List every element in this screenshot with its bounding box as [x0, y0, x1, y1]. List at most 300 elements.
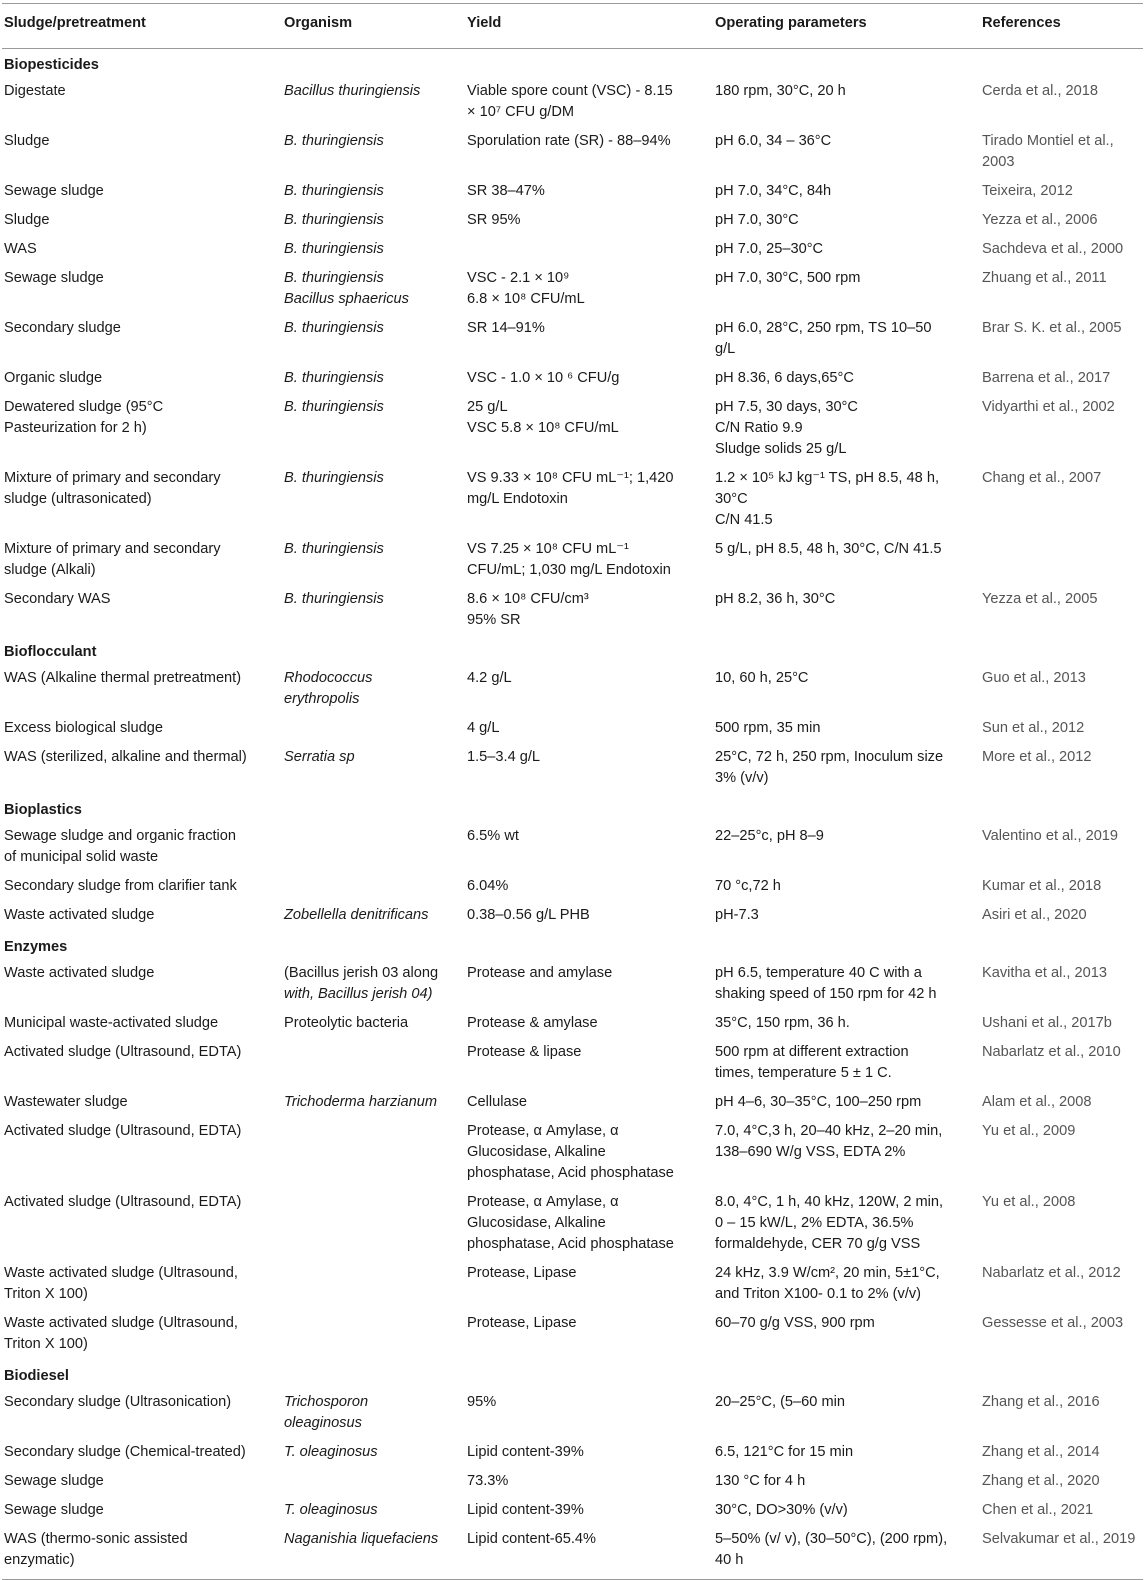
yield-cell-line: phosphatase, Acid phosphatase [467, 1236, 674, 1252]
parameters-cell-line: pH 7.0, 30°C [715, 212, 799, 228]
yield-cell-line: CFU/mL; 1,030 mg/L Endotoxin [467, 562, 671, 578]
parameters-cell-line: 130 °C for 4 h [715, 1473, 806, 1489]
reference-cell [980, 315, 1143, 365]
organism-cell [282, 1089, 465, 1118]
organism-cell [282, 1039, 465, 1089]
yield-cell [465, 536, 713, 586]
sludge-cell [2, 78, 282, 128]
table-row [2, 178, 1143, 207]
yield-cell [465, 1497, 713, 1526]
sludge-cell [2, 236, 282, 265]
yield-cell-line: Glucosidase, Alkaline [467, 1144, 606, 1160]
sludge-cell-line: enzymatic) [4, 1552, 75, 1568]
reference-cell-line: Chang et al., 2007 [982, 470, 1102, 486]
sludge-cell-line: Activated sludge (Ultrasound, EDTA) [4, 1123, 242, 1139]
table-row [2, 1468, 1143, 1497]
reference-cell-line: More et al., 2012 [982, 749, 1092, 765]
organism-cell-line: erythropolis [284, 691, 360, 707]
yield-cell-line: 6.04% [467, 878, 509, 894]
parameters-cell-line: pH 6.5, temperature 40 C with a [715, 965, 922, 981]
reference-cell-line: Gessesse et al., 2003 [982, 1315, 1124, 1331]
organism-cell-line: oleaginosus [284, 1415, 362, 1431]
table-row [2, 1189, 1143, 1260]
organism-cell-line: B. thuringiensis [284, 270, 384, 286]
yield-cell [465, 394, 713, 465]
parameters-cell-line: 22–25°c, pH 8–9 [715, 828, 824, 844]
sludge-cell [2, 873, 282, 902]
parameters-cell-line: pH 6.0, 34 – 36°C [715, 133, 832, 149]
reference-cell [980, 394, 1143, 465]
parameters-cell [713, 236, 980, 265]
sludge-products-table [2, 3, 1143, 1580]
parameters-cell-line: 138–690 W/g VSS, EDTA 2% [715, 1144, 906, 1160]
reference-cell [980, 1439, 1143, 1468]
parameters-cell-line: 30°C, DO>30% (v/v) [715, 1502, 848, 1518]
yield-cell [465, 715, 713, 744]
parameters-cell [713, 1260, 980, 1310]
sludge-cell-line: WAS (Alkaline thermal pretreatment) [4, 670, 242, 686]
organism-cell [282, 1497, 465, 1526]
reference-cell-line: Cerda et al., 2018 [982, 83, 1099, 99]
sludge-cell [2, 960, 282, 1010]
table-row [2, 1439, 1143, 1468]
parameters-cell-line: 500 rpm, 35 min [715, 720, 821, 736]
sludge-cell [2, 315, 282, 365]
table-row [2, 823, 1143, 873]
parameters-cell [713, 265, 980, 315]
yield-cell [465, 1468, 713, 1497]
reference-cell-line: Teixeira, 2012 [982, 183, 1073, 199]
sludge-cell-line: Pasteurization for 2 h) [4, 420, 147, 436]
organism-cell [282, 394, 465, 465]
parameters-cell-line: formaldehyde, CER 70 g/g VSS [715, 1236, 921, 1252]
section-title: Bioflocculant [4, 644, 97, 660]
sludge-cell [2, 178, 282, 207]
reference-cell [980, 586, 1143, 636]
yield-cell [465, 465, 713, 536]
yield-cell-line: 73.3% [467, 1473, 509, 1489]
organism-cell [282, 1260, 465, 1310]
table-row [2, 586, 1143, 636]
parameters-cell [713, 902, 980, 931]
sludge-cell-line: Excess biological sludge [4, 720, 163, 736]
sludge-cell [2, 665, 282, 715]
organism-cell-line: B. thuringiensis [284, 212, 384, 228]
parameters-cell-line: 3% (v/v) [715, 770, 769, 786]
sludge-cell [2, 1526, 282, 1580]
parameters-cell [713, 78, 980, 128]
reference-cell-line: 2003 [982, 154, 1015, 170]
yield-cell-line: Protease, α Amylase, α [467, 1123, 619, 1139]
table-row [2, 1118, 1143, 1189]
parameters-cell-line: 25°C, 72 h, 250 rpm, Inoculum size [715, 749, 944, 765]
parameters-cell-line: pH 7.0, 34°C, 84h [715, 183, 832, 199]
organism-cell [282, 1010, 465, 1039]
reference-cell [980, 823, 1143, 873]
yield-cell-line: phosphatase, Acid phosphatase [467, 1165, 674, 1181]
reference-cell [980, 207, 1143, 236]
table-row [2, 394, 1143, 465]
organism-cell [282, 536, 465, 586]
parameters-cell-line: 5–50% (v/ v), (30–50°C), (200 rpm), [715, 1531, 948, 1547]
parameters-cell [713, 394, 980, 465]
yield-cell-line: VSC - 1.0 × 10 ⁶ CFU/g [467, 370, 620, 386]
reference-cell-line: Guo et al., 2013 [982, 670, 1086, 686]
reference-cell-line: Alam et al., 2008 [982, 1094, 1092, 1110]
yield-cell-line: Protease & lipase [467, 1044, 582, 1060]
reference-cell-line: Nabarlatz et al., 2010 [982, 1044, 1121, 1060]
parameters-cell [713, 665, 980, 715]
yield-cell-line: Lipid content-39% [467, 1502, 584, 1518]
organism-cell-line: B. thuringiensis [284, 541, 384, 557]
parameters-cell [713, 536, 980, 586]
organism-cell-line: B. thuringiensis [284, 133, 384, 149]
section-header-row [2, 931, 1143, 960]
sludge-cell [2, 823, 282, 873]
sludge-cell [2, 1039, 282, 1089]
yield-cell [465, 315, 713, 365]
yield-cell-line: Protease, α Amylase, α [467, 1194, 619, 1210]
parameters-cell [713, 873, 980, 902]
organism-cell-line: B. thuringiensis [284, 183, 384, 199]
reference-cell-line: Asiri et al., 2020 [982, 907, 1087, 923]
sludge-cell [2, 128, 282, 178]
organism-cell-line: B. thuringiensis [284, 241, 384, 257]
table-row [2, 207, 1143, 236]
sludge-cell-line: Mixture of primary and secondary [4, 541, 221, 557]
sludge-cell [2, 715, 282, 744]
reference-cell [980, 715, 1143, 744]
yield-cell-line: SR 14–91% [467, 320, 545, 336]
header-yield: Yield [465, 4, 713, 49]
organism-cell [282, 1189, 465, 1260]
header-sludge: Sludge/pretreatment [2, 4, 282, 49]
yield-cell-line: Lipid content-39% [467, 1444, 584, 1460]
parameters-cell [713, 1039, 980, 1089]
table-row [2, 1260, 1143, 1310]
sludge-cell [2, 1260, 282, 1310]
yield-cell [465, 128, 713, 178]
reference-cell [980, 744, 1143, 794]
yield-cell [465, 1189, 713, 1260]
sludge-cell-line: Sewage sludge [4, 1473, 104, 1489]
sludge-cell-line: Dewatered sludge (95°C [4, 399, 164, 415]
table-row [2, 265, 1143, 315]
reference-cell-line: Zhuang et al., 2011 [982, 270, 1107, 286]
organism-cell-line: B. thuringiensis [284, 399, 384, 415]
organism-cell-line: B. thuringiensis [284, 320, 384, 336]
yield-cell-line: 6.5% wt [467, 828, 519, 844]
parameters-cell-line: g/L [715, 341, 736, 357]
sludge-cell-line: WAS (sterilized, alkaline and thermal) [4, 749, 247, 765]
parameters-cell-line: 24 kHz, 3.9 W/cm², 20 min, 5±1°C, [715, 1265, 940, 1281]
parameters-cell [713, 1089, 980, 1118]
sludge-cell [2, 1010, 282, 1039]
reference-cell-line: Zhang et al., 2014 [982, 1444, 1100, 1460]
yield-cell-line: 4 g/L [467, 720, 500, 736]
organism-cell [282, 128, 465, 178]
section-title: Bioplastics [4, 802, 82, 818]
organism-cell-line: (Bacillus jerish 03 along [284, 965, 439, 981]
parameters-cell-line: 40 h [715, 1552, 744, 1568]
organism-cell [282, 1118, 465, 1189]
reference-cell-line: Tirado Montiel et al., [982, 133, 1114, 149]
reference-cell-line: Nabarlatz et al., 2012 [982, 1265, 1121, 1281]
yield-cell [465, 236, 713, 265]
yield-cell [465, 265, 713, 315]
table-row [2, 536, 1143, 586]
yield-cell [465, 823, 713, 873]
sludge-cell-line: Triton X 100) [4, 1336, 88, 1352]
organism-cell [282, 586, 465, 636]
yield-cell [465, 365, 713, 394]
reference-cell-line: Zhang et al., 2020 [982, 1473, 1100, 1489]
reference-cell-line: Valentino et al., 2019 [982, 828, 1119, 844]
parameters-cell-line: pH 7.5, 30 days, 30°C [715, 399, 858, 415]
organism-cell [282, 873, 465, 902]
organism-cell-line: Proteolytic bacteria [284, 1015, 409, 1031]
yield-cell-line: 4.2 g/L [467, 670, 512, 686]
organism-cell-line: with, Bacillus jerish 04) [284, 986, 433, 1002]
sludge-cell [2, 394, 282, 465]
reference-cell [980, 1260, 1143, 1310]
organism-cell [282, 960, 465, 1010]
organism-cell [282, 78, 465, 128]
organism-cell-line: Serratia sp [284, 749, 355, 765]
organism-cell [282, 744, 465, 794]
yield-cell-line: × 10⁷ CFU g/DM [467, 104, 575, 120]
sludge-cell [2, 1389, 282, 1439]
reference-cell [980, 1526, 1143, 1580]
organism-cell [282, 1526, 465, 1580]
organism-cell-line: Trichosporon [284, 1394, 369, 1410]
parameters-cell-line: 6.5, 121°C for 15 min [715, 1444, 854, 1460]
sludge-cell [2, 1310, 282, 1360]
sludge-cell-line: Secondary sludge from clarifier tank [4, 878, 237, 894]
yield-cell-line: 95% [467, 1394, 497, 1410]
reference-cell [980, 1189, 1143, 1260]
organism-cell-line: Zobellella denitrificans [284, 907, 429, 923]
sludge-cell-line: sludge (Alkali) [4, 562, 96, 578]
parameters-cell-line: C/N Ratio 9.9 [715, 420, 803, 436]
organism-cell-line: Bacillus sphaericus [284, 291, 409, 307]
header-row [2, 4, 1143, 49]
section-title: Biodiesel [4, 1368, 69, 1384]
sludge-cell-line: Sludge [4, 133, 50, 149]
table-row [2, 1526, 1143, 1580]
yield-cell [465, 1439, 713, 1468]
reference-cell [980, 465, 1143, 536]
yield-cell-line: VSC - 2.1 × 10⁹ [467, 270, 570, 286]
table-row [2, 465, 1143, 536]
organism-cell [282, 365, 465, 394]
reference-cell [980, 873, 1143, 902]
table-row [2, 744, 1143, 794]
parameters-cell-line: times, temperature 5 ± 1 C. [715, 1065, 892, 1081]
table-row [2, 960, 1143, 1010]
sludge-cell-line: WAS (thermo-sonic assisted [4, 1531, 188, 1547]
table-row [2, 1389, 1143, 1439]
section-title: Enzymes [4, 939, 68, 955]
sludge-cell-line: Triton X 100) [4, 1286, 88, 1302]
reference-cell [980, 1118, 1143, 1189]
parameters-cell-line: pH 8.2, 36 h, 30°C [715, 591, 836, 607]
reference-cell [980, 78, 1143, 128]
yield-cell-line: 0.38–0.56 g/L PHB [467, 907, 590, 923]
yield-cell-line: Cellulase [467, 1094, 528, 1110]
yield-cell [465, 665, 713, 715]
table-row [2, 78, 1143, 128]
reference-cell-line: Chen et al., 2021 [982, 1502, 1094, 1518]
parameters-cell-line: 70 °c,72 h [715, 878, 781, 894]
table-row [2, 873, 1143, 902]
yield-cell-line: Sporulation rate (SR) - 88–94% [467, 133, 671, 149]
organism-cell [282, 1389, 465, 1439]
sludge-cell-line: of municipal solid waste [4, 849, 159, 865]
reference-cell-line: Ushani et al., 2017b [982, 1015, 1112, 1031]
parameters-cell [713, 128, 980, 178]
reference-cell-line: Yu et al., 2009 [982, 1123, 1076, 1139]
parameters-cell [713, 823, 980, 873]
sludge-cell-line: Wastewater sludge [4, 1094, 128, 1110]
sludge-cell-line: Sewage sludge [4, 1502, 104, 1518]
reference-cell [980, 265, 1143, 315]
parameters-cell-line: pH-7.3 [715, 907, 759, 923]
parameters-cell-line: pH 7.0, 30°C, 500 rpm [715, 270, 861, 286]
yield-cell-line: VS 7.25 × 10⁸ CFU mL⁻¹ [467, 541, 629, 557]
header-parameters: Operating parameters [713, 4, 980, 49]
sludge-cell [2, 1468, 282, 1497]
reference-cell-line: Zhang et al., 2016 [982, 1394, 1100, 1410]
yield-cell-line: Protease, Lipase [467, 1315, 577, 1331]
parameters-cell-line: 8.0, 4°C, 1 h, 40 kHz, 120W, 2 min, [715, 1194, 944, 1210]
parameters-cell-line: pH 8.36, 6 days,65°C [715, 370, 854, 386]
table-row [2, 665, 1143, 715]
parameters-cell-line: 7.0, 4°C,3 h, 20–40 kHz, 2–20 min, [715, 1123, 943, 1139]
organism-cell-line: Trichoderma harzianum [284, 1094, 438, 1110]
table-row [2, 236, 1143, 265]
sludge-cell [2, 536, 282, 586]
parameters-cell [713, 1118, 980, 1189]
sludge-cell-line: Secondary sludge (Ultrasonication) [4, 1394, 232, 1410]
parameters-cell-line: 35°C, 150 rpm, 36 h. [715, 1015, 850, 1031]
organism-cell [282, 1439, 465, 1468]
table-row [2, 902, 1143, 931]
parameters-cell [713, 1389, 980, 1439]
organism-cell-line: B. thuringiensis [284, 591, 384, 607]
parameters-cell-line: 10, 60 h, 25°C [715, 670, 809, 686]
sludge-cell [2, 1439, 282, 1468]
organism-cell [282, 1310, 465, 1360]
parameters-cell [713, 465, 980, 536]
parameters-cell-line: 20–25°C, (5–60 min [715, 1394, 845, 1410]
header-organism: Organism [282, 4, 465, 49]
sludge-cell [2, 265, 282, 315]
table-row [2, 1039, 1143, 1089]
yield-cell [465, 1260, 713, 1310]
yield-cell [465, 1089, 713, 1118]
parameters-cell [713, 1010, 980, 1039]
sludge-cell-line: Sewage sludge [4, 270, 104, 286]
organism-cell-line: B. thuringiensis [284, 470, 384, 486]
yield-cell-line: VS 9.33 × 10⁸ CFU mL⁻¹; 1,420 [467, 470, 674, 486]
yield-cell [465, 744, 713, 794]
table-body [2, 49, 1143, 1580]
sludge-cell-line: Waste activated sludge (Ultrasound, [4, 1315, 238, 1331]
reference-cell-line: Yezza et al., 2006 [982, 212, 1098, 228]
sludge-cell-line: Secondary sludge (Chemical-treated) [4, 1444, 246, 1460]
parameters-cell [713, 1497, 980, 1526]
parameters-cell [713, 586, 980, 636]
sludge-cell-line: Waste activated sludge [4, 965, 155, 981]
organism-cell [282, 315, 465, 365]
sludge-cell-line: Waste activated sludge (Ultrasound, [4, 1265, 238, 1281]
yield-cell-line: Protease, Lipase [467, 1265, 577, 1281]
parameters-cell [713, 1526, 980, 1580]
yield-cell-line: 25 g/L [467, 399, 508, 415]
section-header-row [2, 49, 1143, 79]
parameters-cell [713, 178, 980, 207]
yield-cell-line: Protease & amylase [467, 1015, 598, 1031]
yield-cell-line: 95% SR [467, 612, 521, 628]
organism-cell-line: Rhodococcus [284, 670, 373, 686]
table-row [2, 715, 1143, 744]
yield-cell [465, 1526, 713, 1580]
yield-cell [465, 1118, 713, 1189]
parameters-cell [713, 715, 980, 744]
reference-cell [980, 1039, 1143, 1089]
yield-cell-line: mg/L Endotoxin [467, 491, 568, 507]
yield-cell-line: 1.5–3.4 g/L [467, 749, 541, 765]
parameters-cell [713, 1310, 980, 1360]
parameters-cell-line: 1.2 × 10⁵ kJ kg⁻¹ TS, pH 8.5, 48 h, [715, 470, 939, 486]
reference-cell [980, 536, 1143, 586]
organism-cell [282, 207, 465, 236]
reference-cell [980, 902, 1143, 931]
sludge-cell-line: Sewage sludge [4, 183, 104, 199]
organism-cell [282, 236, 465, 265]
table-row [2, 1497, 1143, 1526]
yield-cell [465, 178, 713, 207]
yield-cell [465, 873, 713, 902]
parameters-cell-line: shaking speed of 150 rpm for 42 h [715, 986, 937, 1002]
yield-cell-line: SR 38–47% [467, 183, 545, 199]
organism-cell-line: Naganishia liquefaciens [284, 1531, 439, 1547]
table-row [2, 1310, 1143, 1360]
sludge-cell-line: Digestate [4, 83, 66, 99]
section-header-row [2, 794, 1143, 823]
organism-cell [282, 1468, 465, 1497]
parameters-cell-line: 180 rpm, 30°C, 20 h [715, 83, 846, 99]
yield-cell-line: 8.6 × 10⁸ CFU/cm³ [467, 591, 589, 607]
reference-cell-line: Brar S. K. et al., 2005 [982, 320, 1122, 336]
parameters-cell [713, 744, 980, 794]
reference-cell [980, 1310, 1143, 1360]
parameters-cell-line: 30°C [715, 491, 748, 507]
section-title: Biopesticides [4, 57, 99, 73]
organism-cell [282, 823, 465, 873]
yield-cell [465, 78, 713, 128]
sludge-cell-line: Mixture of primary and secondary [4, 470, 221, 486]
reference-cell [980, 665, 1143, 715]
reference-cell-line: Kumar et al., 2018 [982, 878, 1102, 894]
yield-cell [465, 207, 713, 236]
table-row [2, 365, 1143, 394]
reference-cell [980, 128, 1143, 178]
organism-cell [282, 665, 465, 715]
sludge-cell-line: Activated sludge (Ultrasound, EDTA) [4, 1194, 242, 1210]
yield-cell [465, 902, 713, 931]
